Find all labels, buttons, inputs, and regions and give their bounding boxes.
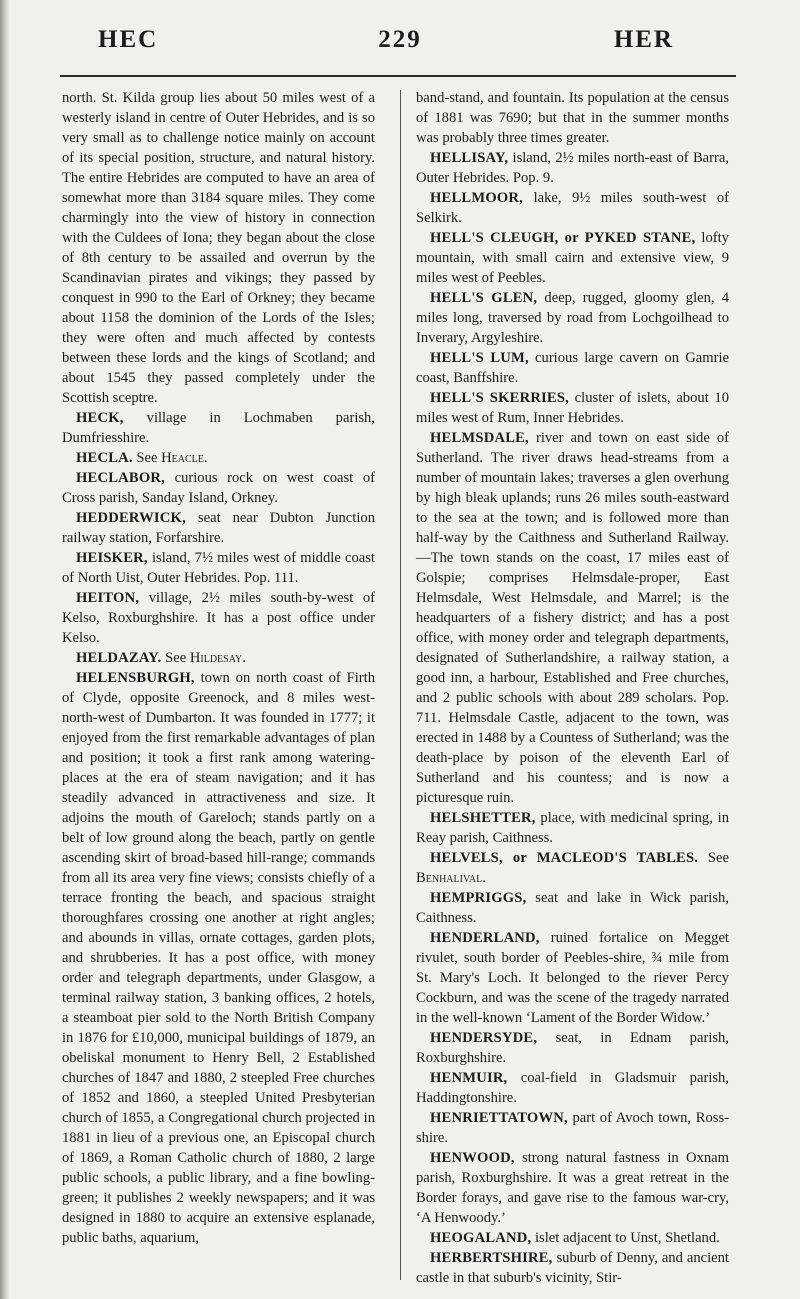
entry-text: lofty mountain, with small cairn and extensive view, 9 miles west of Peebles. — [416, 230, 729, 286]
entry-headword: HENWOOD, — [430, 1150, 515, 1166]
entry-headword: HELMSDALE, — [430, 430, 529, 446]
entry-text: town on north coast of Firth of Clyde, opposite Greenock, and 8 miles west-north-west of Dumbarton. It was founded in 1777; it enjoyed from the first remarkable advantages of plan and position; it took a first rank among watering-places at the era of steam navigation; and it has steadily advanced in attractiveness and size. It adjoins the mouth of Gareloch; stands partly on a belt of low ground along the beach, partly on gentle ascending skirt of broad-based hill-range; commands from all its area very fine views; consists chiefly of a terrace fronting the beach, and spacious straight thoroughfares crossing one another at right angles; and abounds in villas, ornate cottages, garden plots, and shrubberies. It has a post office, with money order and telegraph departments, under Glasgow, a terminal railway station, 3 banking offices, 2 hotels, a steamboat pier sold to the North British Company in 1876 for £10,000, municipal buildings of 1879, an obeliskal monument to Henry Bell, 2 Established churches of 1847 and 1880, 2 steepled Free churches of 1852 and 1860, a steepled United Presbyterian church of 1855, a Congregational church projected in 1881 in lieu of a previous one, an Episcopal church of 1869, a Roman Catholic church of 1880, 2 large public schools, a public library, and a fine bowling-green; it publishes 2 weekly newspapers; and it was designed in 1880 to acquire an extensive esplanade, public baths, aquarium, — [62, 670, 375, 1246]
entry-headword: HENDERSYDE, — [430, 1030, 538, 1046]
entry-text: seat, in Ednam parish, Roxburghshire. — [416, 1030, 729, 1066]
cross-reference: Benhalival — [416, 870, 483, 886]
entry-text: deep, rugged, gloomy glen, 4 miles long, traversed by road from Lochgoilhead to Inverary, Argyleshire. — [416, 290, 730, 346]
entry-headword: HELL'S GLEN, — [430, 290, 538, 306]
entry-headword: HELL'S CLEUGH, or PYKED STANE, — [430, 230, 696, 246]
dictionary-entry — [416, 228, 729, 288]
entry-text: See — [132, 450, 162, 466]
entry-text: band-stand, and fountain. Its population at the census of 1881 was 7690; but that in the summer months was probably three times greater. — [416, 90, 729, 146]
dictionary-entry — [62, 548, 375, 588]
entry-headword: HEISKER, — [76, 550, 148, 566]
entry-headword: HELLISAY, — [430, 150, 509, 166]
entry-headword: HELENSBURGH, — [76, 670, 195, 686]
running-head-left: HEC — [98, 26, 159, 53]
dictionary-entry — [416, 428, 729, 808]
running-head-right: HER — [613, 26, 674, 53]
dictionary-entry — [62, 588, 375, 648]
entry-headword: HELVELS, or MACLEOD'S TABLES. — [430, 850, 699, 866]
page-number: 229 — [378, 26, 422, 53]
entry-text-end: . — [203, 450, 208, 466]
dictionary-entry — [62, 88, 375, 408]
running-head — [0, 22, 800, 58]
entry-headword: HELDAZAY. — [76, 650, 162, 666]
left-column — [62, 88, 375, 1248]
dictionary-entry — [416, 188, 729, 228]
page-edge — [0, 0, 10, 1299]
entry-headword: HELSHETTER, — [430, 810, 536, 826]
entry-headword: HENDERLAND, — [430, 930, 540, 946]
entry-headword: HEDDERWICK, — [76, 510, 186, 526]
entry-headword: HECLA. — [76, 450, 133, 466]
entry-text: seat near Dubton Junction railway station, Forfarshire. — [62, 510, 375, 546]
column-divider — [400, 90, 401, 1280]
entry-headword: HEMPRIGGS, — [430, 890, 527, 906]
entry-headword: HECK, — [76, 410, 124, 426]
entry-headword: HELL'S LUM, — [430, 350, 529, 366]
entry-headword: HENMUIR, — [430, 1070, 508, 1086]
entry-text: village in Lochmaben parish, Dumfriesshire. — [62, 410, 375, 446]
entry-headword: HERBERTSHIRE, — [430, 1250, 553, 1266]
entry-headword: HEITON, — [76, 590, 140, 606]
entry-text: seat and lake in Wick parish, Caithness. — [416, 890, 729, 926]
entry-text: See — [698, 850, 729, 866]
entry-text: strong natural fastness in Oxnam parish, Roxburghshire. It was a great retreat in the Border forays, and gave rise to the famous war-cry, ‘A Henwoody.’ — [416, 1150, 729, 1226]
entry-headword: HEOGALAND, — [430, 1230, 532, 1246]
dictionary-entry — [62, 468, 375, 508]
dictionary-entry — [416, 928, 729, 1028]
dictionary-entry — [416, 808, 729, 848]
cross-reference: Heacle — [161, 450, 204, 466]
cross-reference: Hildesay — [189, 650, 243, 666]
dictionary-entry — [62, 508, 375, 548]
dictionary-entry — [416, 1148, 729, 1228]
dictionary-entry — [416, 1228, 729, 1248]
entry-text-end: . — [242, 650, 246, 666]
dictionary-entry — [62, 408, 375, 448]
dictionary-entry — [416, 1248, 729, 1288]
entry-text: part of Avoch town, Ross-shire. — [416, 1110, 729, 1146]
dictionary-entry — [416, 848, 729, 888]
dictionary-entry — [62, 448, 375, 468]
dictionary-entry — [416, 1108, 729, 1148]
entry-text-end: . — [482, 870, 486, 886]
dictionary-entry — [62, 668, 375, 1248]
header-rule — [60, 75, 736, 77]
entry-text: See — [161, 650, 190, 666]
dictionary-entry — [416, 1068, 729, 1108]
entry-text: ruined fortalice on Megget rivulet, south border of Peebles-shire, ¾ mile from St. Mary's Loch. It belonged to the riever Percy Cockburn, and was the scene of the tragedy narrated in the well-known ‘Lament of the Border Widow.’ — [416, 930, 729, 1026]
entry-text: island, 7½ miles west of middle coast of North Uist, Outer Hebrides. Pop. 111. — [62, 550, 375, 586]
dictionary-entry — [416, 388, 729, 428]
entry-text: lake, 9½ miles south-west of Selkirk. — [416, 190, 729, 226]
entry-text: curious large cavern on Gamrie coast, Banffshire. — [416, 350, 729, 386]
entry-headword: HENRIETTATOWN, — [430, 1110, 568, 1126]
entry-headword: HECLABOR, — [76, 470, 165, 486]
dictionary-entry — [62, 648, 375, 668]
right-column — [416, 88, 729, 1288]
entry-text: north. St. Kilda group lies about 50 miles west of a westerly island in centre of Outer Hebrides, and is so very small as to challenge notice mainly on account of its special position, structure, and natural history. The entire Hebrides are computed to have an area of somewhat more than 3184 square miles. They come charmingly into the view of history in connection with the Culdees of Iona; they began about the close of 8th century to be assailed and overrun by the Scandinavian pirates and vikings; they passed by conquest in 990 to the Earl of Orkney; they became about 1158 the dominion of the Lords of the Isles; they were often and much affected by contests between these lords and the kings of Scotland; and about 1545 they passed completely under the Scottish sceptre. — [62, 90, 375, 406]
dictionary-entry — [416, 148, 729, 188]
entry-text: curious rock on west coast of Cross parish, Sanday Island, Orkney. — [62, 470, 375, 506]
entry-text: place, with medicinal spring, in Reay parish, Caithness. — [416, 810, 729, 846]
dictionary-entry — [416, 348, 729, 388]
entry-text: cluster of islets, about 10 miles west of Rum, Inner Hebrides. — [416, 390, 729, 426]
entry-headword: HELLMOOR, — [430, 190, 524, 206]
entry-text: river and town on east side of Sutherland. The river draws head-streams from a number of mountain lakes; traverses a glen overhung by high bleak uplands; runs 26 miles south-eastward to the sea at the town; and is followed more than half-way by the Caithness and Sutherland Railway.—The town stands on the coast, 17 miles east of Golspie; comprises Helmsdale-proper, East Helmsdale, West Helmsdale, and Marrel; is the headquarters of a fishery district; and has a post office, with money order and telegraph departments, designated of Sutherlandshire, a railway station, a good inn, a harbour, Established and Free churches, and 2 public schools with about 289 scholars. Pop. 711. Helmsdale Castle, adjacent to the town, was erected in 1488 by a Countess of Sutherland; was the death-place by poison of the eleventh Earl of Sutherland and his countess; and is now a picturesque ruin. — [416, 430, 729, 806]
entry-text: islet adjacent to Unst, Shetland. — [531, 1230, 720, 1246]
dictionary-entry — [416, 88, 729, 148]
entry-text: island, 2½ miles north-east of Barra, Outer Hebrides. Pop. 9. — [416, 150, 729, 186]
dictionary-entry — [416, 888, 729, 928]
entry-text: suburb of Denny, and ancient castle in that suburb's vicinity, Stir- — [416, 1250, 729, 1286]
dictionary-entry — [416, 1028, 729, 1068]
entry-text: village, 2½ miles south-by-west of Kelso, Roxburghshire. It has a post office under Kelso. — [62, 590, 375, 646]
entry-text: coal-field in Gladsmuir parish, Haddingtonshire. — [416, 1070, 729, 1106]
entry-headword: HELL'S SKERRIES, — [430, 390, 570, 406]
dictionary-entry — [416, 288, 729, 348]
